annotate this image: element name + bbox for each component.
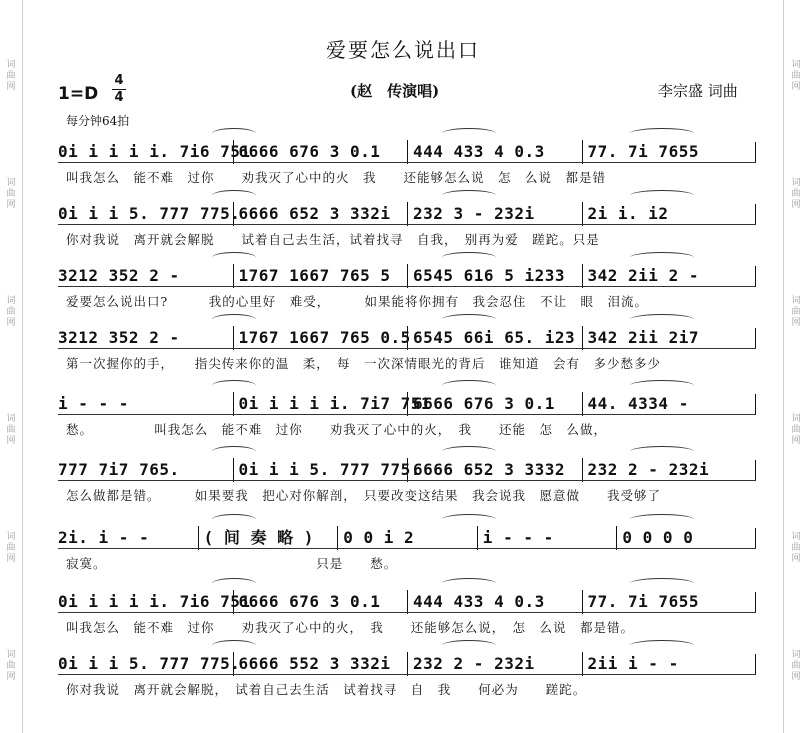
- slur-mark: [212, 252, 256, 263]
- slur-mark: [212, 380, 256, 391]
- measure: 6666 676 3 0.1: [233, 590, 408, 614]
- watermark-text: 词 曲 网: [6, 296, 16, 328]
- slur-mark: [630, 252, 694, 263]
- watermark-text: 词 曲 网: [791, 532, 801, 564]
- end-barline: [755, 328, 756, 348]
- beam-line: [58, 224, 756, 225]
- end-barline: [755, 142, 756, 162]
- notation-line: [58, 140, 756, 164]
- slur-mark: [442, 578, 496, 589]
- singer-credit: (赵 传演唱): [350, 82, 440, 100]
- measure: 6666 676 3 0.1: [407, 392, 582, 416]
- measure: i - - -: [58, 394, 129, 413]
- end-barline: [755, 592, 756, 612]
- measure: 0i i i 5. 777 775.: [58, 654, 241, 673]
- measure: 44. 4334 -: [582, 392, 757, 416]
- measure: 77. 7i 7655: [582, 140, 757, 164]
- notation-line: [58, 652, 756, 676]
- end-barline: [755, 528, 756, 548]
- lyrics-line: 爱要怎么说出口? 我的心里好 难受， 如果能将你拥有 我会忍住 不让 眼 泪流。: [66, 294, 648, 309]
- measure: 3212 352 2 -: [58, 328, 180, 347]
- measure: 6666 552 3 332i: [233, 652, 408, 676]
- slur-mark: [442, 252, 496, 263]
- right-watermark-strip: [783, 0, 806, 733]
- end-barline: [755, 266, 756, 286]
- slur-mark: [212, 446, 256, 457]
- measure: 1767 1667 765 0.5: [233, 326, 408, 350]
- beam-line: [58, 674, 756, 675]
- watermark-text: 词 曲 网: [6, 178, 16, 210]
- beam-line: [58, 162, 756, 163]
- watermark-text: 词 曲 网: [6, 60, 16, 92]
- end-barline: [755, 204, 756, 224]
- slur-mark: [630, 314, 694, 325]
- beam-line: [58, 548, 756, 549]
- lyrics-line: 愁。 叫我怎么 能不难 过你 劝我灭了心中的火， 我 还能 怎 么做，: [66, 422, 608, 437]
- slur-mark: [212, 190, 256, 201]
- measure: 2i. i - -: [58, 528, 150, 547]
- lyrics-line: 你对我说 离开就会解脱， 试着自己去生活 试着找寻 自 我 何必为 蹉跎。: [66, 682, 587, 697]
- measure: 0i i i i i. 7i7 751: [233, 392, 408, 416]
- time-signature: [112, 74, 126, 105]
- composer-credit: 李宗盛 词曲: [658, 82, 738, 100]
- measure: 6545 616 5 i233: [407, 264, 582, 288]
- beam-line: [58, 414, 756, 415]
- measure: 6545 66i 65. i23: [407, 326, 582, 350]
- lyrics-line: 第一次握你的手， 指尖传来你的温 柔， 每 一次深情眼光的背后 谁知道 会有 多少愁多少: [66, 356, 662, 371]
- slur-mark: [630, 446, 694, 457]
- notation-line: [58, 202, 756, 226]
- measure: 0 0 i 2: [337, 526, 477, 550]
- slur-mark: [442, 640, 496, 651]
- end-barline: [755, 654, 756, 674]
- measure: 232 3 - 232i: [407, 202, 582, 226]
- slur-mark: [442, 128, 496, 139]
- end-barline: [755, 394, 756, 414]
- measure: 6666 676 3 0.1: [233, 140, 408, 164]
- slur-mark: [630, 380, 694, 391]
- slur-mark: [212, 128, 256, 139]
- slur-mark: [442, 190, 496, 201]
- measure: 444 433 4 0.3: [407, 590, 582, 614]
- notation-line: [58, 326, 756, 350]
- beam-line: [58, 612, 756, 613]
- notation-line: [58, 392, 756, 416]
- measure: 232 2 - 232i: [582, 458, 757, 482]
- slur-mark: [212, 640, 256, 651]
- slur-mark: [442, 446, 496, 457]
- slur-mark: [212, 578, 256, 589]
- beam-line: [58, 480, 756, 481]
- measure: 0i i i 5. 777 775.: [58, 204, 241, 223]
- measure: 0 0 0 0: [616, 526, 756, 550]
- beam-line: [58, 286, 756, 287]
- notation-line: [58, 458, 756, 482]
- song-title: 爱要怎么说出口: [326, 38, 480, 62]
- measure: ( 间 奏 略 ): [198, 526, 338, 550]
- slur-mark: [212, 314, 256, 325]
- slur-mark: [442, 514, 496, 525]
- watermark-text: 词 曲 网: [791, 60, 801, 92]
- slur-mark: [630, 128, 694, 139]
- slur-mark: [630, 190, 694, 201]
- tempo-marking: 每分钟64拍: [66, 114, 130, 128]
- watermark-text: 词 曲 网: [6, 414, 16, 446]
- measure: 777 7i7 765.: [58, 460, 180, 479]
- watermark-text: 词 曲 网: [791, 414, 801, 446]
- measure: 2ii i - -: [582, 652, 757, 676]
- notation-line: [58, 590, 756, 614]
- slur-mark: [442, 314, 496, 325]
- slur-mark: [212, 514, 256, 525]
- notation-line: [58, 264, 756, 288]
- measure: 342 2ii 2 -: [582, 264, 757, 288]
- measure: 6666 652 3 332i: [233, 202, 408, 226]
- notation-line: [58, 526, 756, 550]
- lyrics-line: 怎么做都是错。 如果要我 把心对你解剖， 只要改变这结果 我会说我 愿意做 我受够了: [66, 488, 662, 503]
- slur-mark: [630, 514, 694, 525]
- watermark-text: 词 曲 网: [6, 650, 16, 682]
- slur-mark: [442, 380, 496, 391]
- end-barline: [755, 460, 756, 480]
- measure: 342 2ii 2i7: [582, 326, 757, 350]
- lyrics-line: 叫我怎么 能不难 过你 劝我灭了心中的火 我 还能够怎么说 怎 么说 都是错: [66, 170, 607, 185]
- meter-top: 4: [114, 73, 124, 88]
- slur-mark: [630, 578, 694, 589]
- lyrics-line: 叫我怎么 能不难 过你 劝我灭了心中的火， 我 还能够怎么说， 怎 么说 都是错。: [66, 620, 635, 635]
- measure: 0i i i i i. 7i6 751: [58, 142, 251, 161]
- measure: 0i i i i i. 7i6 751: [58, 592, 251, 611]
- measure: 1767 1667 765 5: [233, 264, 408, 288]
- measure: i - - -: [477, 526, 617, 550]
- measure: 2i i. i2: [582, 202, 757, 226]
- watermark-text: 词 曲 网: [791, 178, 801, 210]
- measure: 3212 352 2 -: [58, 266, 180, 285]
- watermark-text: 词 曲 网: [791, 650, 801, 682]
- slur-mark: [630, 640, 694, 651]
- lyrics-line: 寂寞。 只是 愁。: [66, 556, 398, 571]
- watermark-text: 词 曲 网: [6, 532, 16, 564]
- left-watermark-strip: [0, 0, 23, 733]
- measure: 77. 7i 7655: [582, 590, 757, 614]
- measure: 0i i i 5. 777 775.: [233, 458, 408, 482]
- key-signature: 1=D: [58, 84, 99, 104]
- beam-line: [58, 348, 756, 349]
- watermark-text: 词 曲 网: [791, 296, 801, 328]
- meter-bottom: 4: [114, 90, 124, 105]
- measure: 232 2 - 232i: [407, 652, 582, 676]
- lyrics-line: 你对我说 离开就会解脱 试着自己去生活，试着找寻 自我， 别再为爱 蹉跎。只是: [66, 232, 600, 247]
- measure: 444 433 4 0.3: [407, 140, 582, 164]
- measure: 6666 652 3 3332: [407, 458, 582, 482]
